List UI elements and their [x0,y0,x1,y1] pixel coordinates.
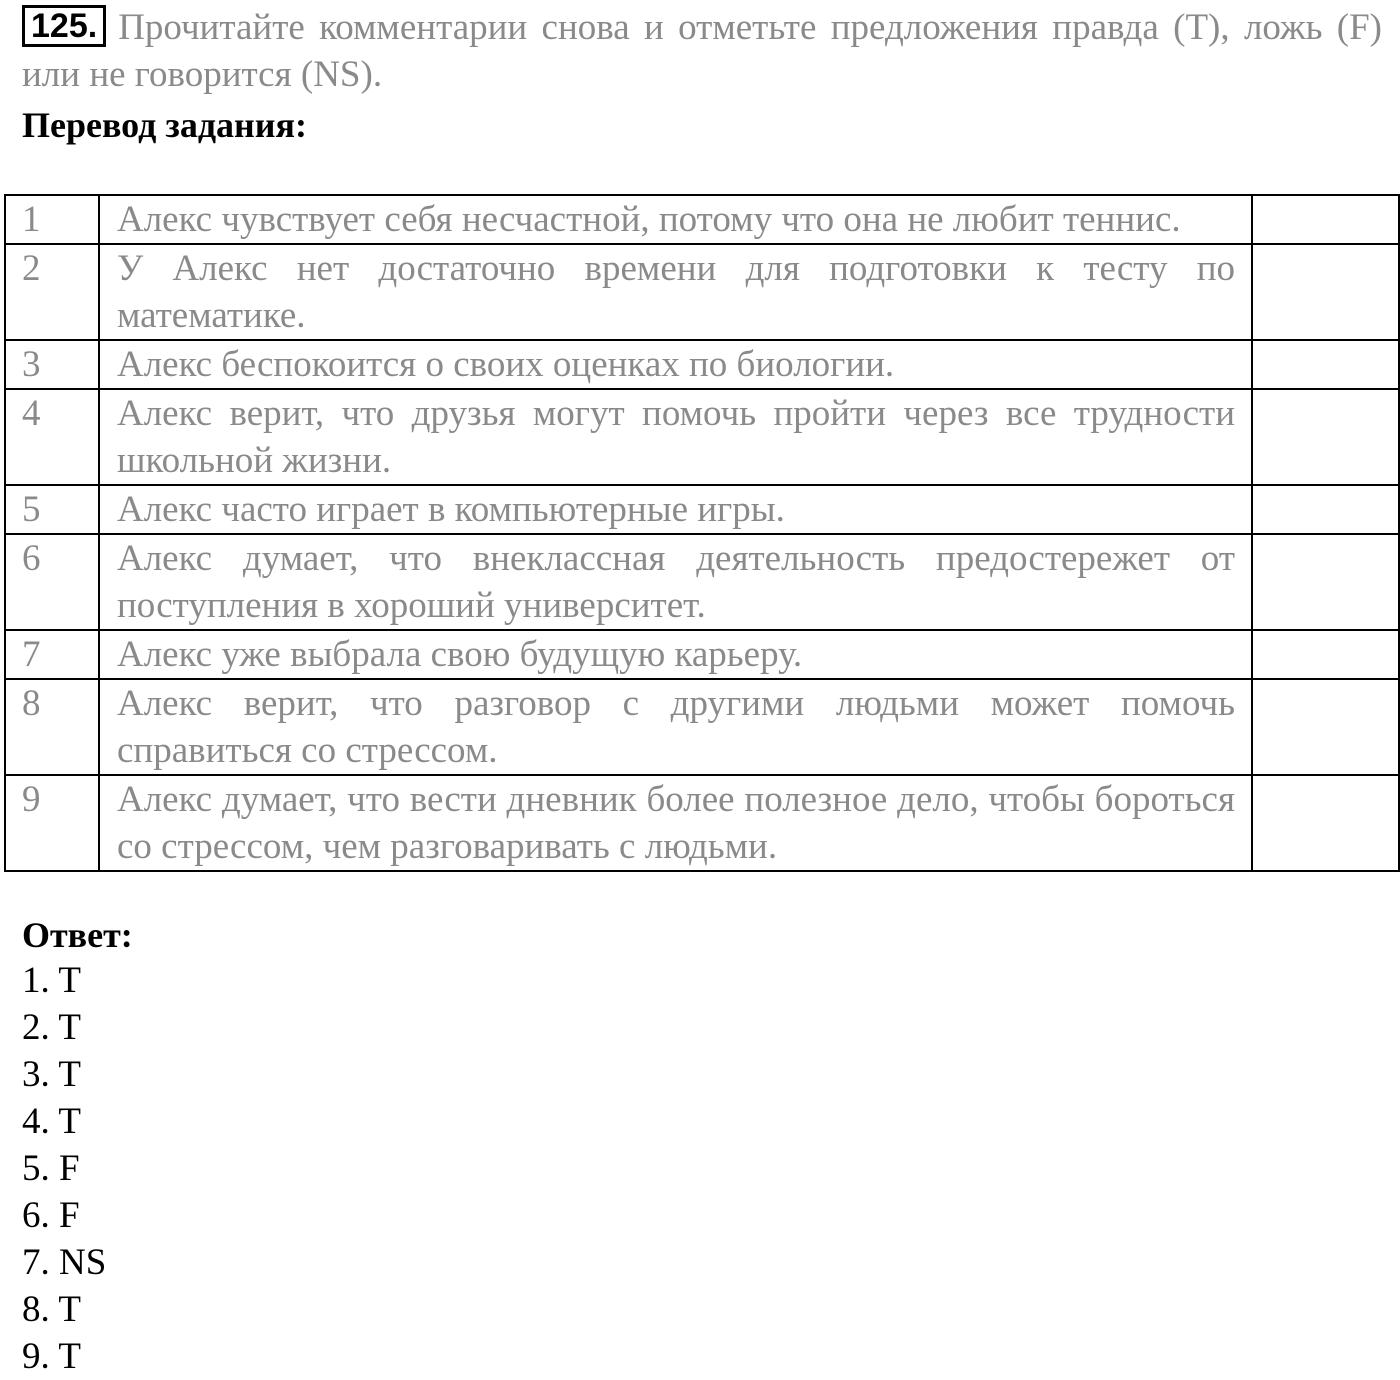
list-item: 3. T [22,1054,81,1095]
statement-text: Алекс беспокоится о своих оценках по биологии. [99,340,1252,389]
answer-cell [1252,775,1399,871]
table-row [5,485,1399,534]
list-item: 9. T [22,1336,81,1377]
table-row [5,389,1399,485]
statement-number: 4 [5,389,99,485]
answer-cell [1252,244,1399,340]
task-number-badge: 125. [22,5,106,47]
statement-number: 6 [5,534,99,630]
statement-number: 8 [5,679,99,775]
translation-heading: Перевод задания: [22,105,307,145]
answer-heading: Ответ: [22,915,133,955]
list-item: 2. T [22,1007,81,1048]
list-item: 1. T [22,960,81,1001]
list-item: 7. NS [22,1242,107,1283]
statement-text: Алекс верит, что разговор с другими людьми может помочь справиться со стрессом. [99,679,1252,775]
statement-number: 9 [5,775,99,871]
statement-text: Алекс чувствует себя несчастной, потому что она не любит теннис. [99,195,1252,244]
answer-cell [1252,534,1399,630]
answers-list [22,957,106,1380]
answer-cell [1252,195,1399,244]
list-item: 4. T [22,1101,81,1142]
statement-text: Алекс часто играет в компьютерные игры. [99,485,1252,534]
statement-text: Алекс уже выбрала свою будущую карьеру. [99,630,1252,679]
statement-number: 7 [5,630,99,679]
answer-cell [1252,389,1399,485]
list-item: 5. F [22,1148,80,1189]
statement-text: У Алекс нет достаточно времени для подготовки к тесту по математике. [99,244,1252,340]
table-row [5,534,1399,630]
answer-cell [1252,679,1399,775]
table-row [5,195,1399,244]
statement-number: 3 [5,340,99,389]
statement-number: 5 [5,485,99,534]
answer-cell [1252,340,1399,389]
statement-number: 1 [5,195,99,244]
task-instruction-text: Прочитайте комментарии снова и отметьте предложения правда (T), ложь (F) или не говорится (NS). [22,7,1382,95]
statement-text: Алекс верит, что друзья могут помочь пройти через все трудности школьной жизни. [99,389,1252,485]
statement-text: Алекс думает, что вести дневник более полезное дело, чтобы бороться со стрессом, чем разговаривать с людьми. [99,775,1252,871]
table-row [5,679,1399,775]
answer-cell [1252,485,1399,534]
statements-table [4,194,1400,872]
table-row [5,340,1399,389]
table-row [5,775,1399,871]
table-row [5,630,1399,679]
list-item: 6. F [22,1195,80,1236]
statement-text: Алекс думает, что внеклассная деятельность предостережет от поступления в хороший университет. [99,534,1252,630]
statement-number: 2 [5,244,99,340]
table-row [5,244,1399,340]
list-item: 8. T [22,1289,81,1330]
answer-cell [1252,630,1399,679]
task-instruction-block [22,4,1382,98]
